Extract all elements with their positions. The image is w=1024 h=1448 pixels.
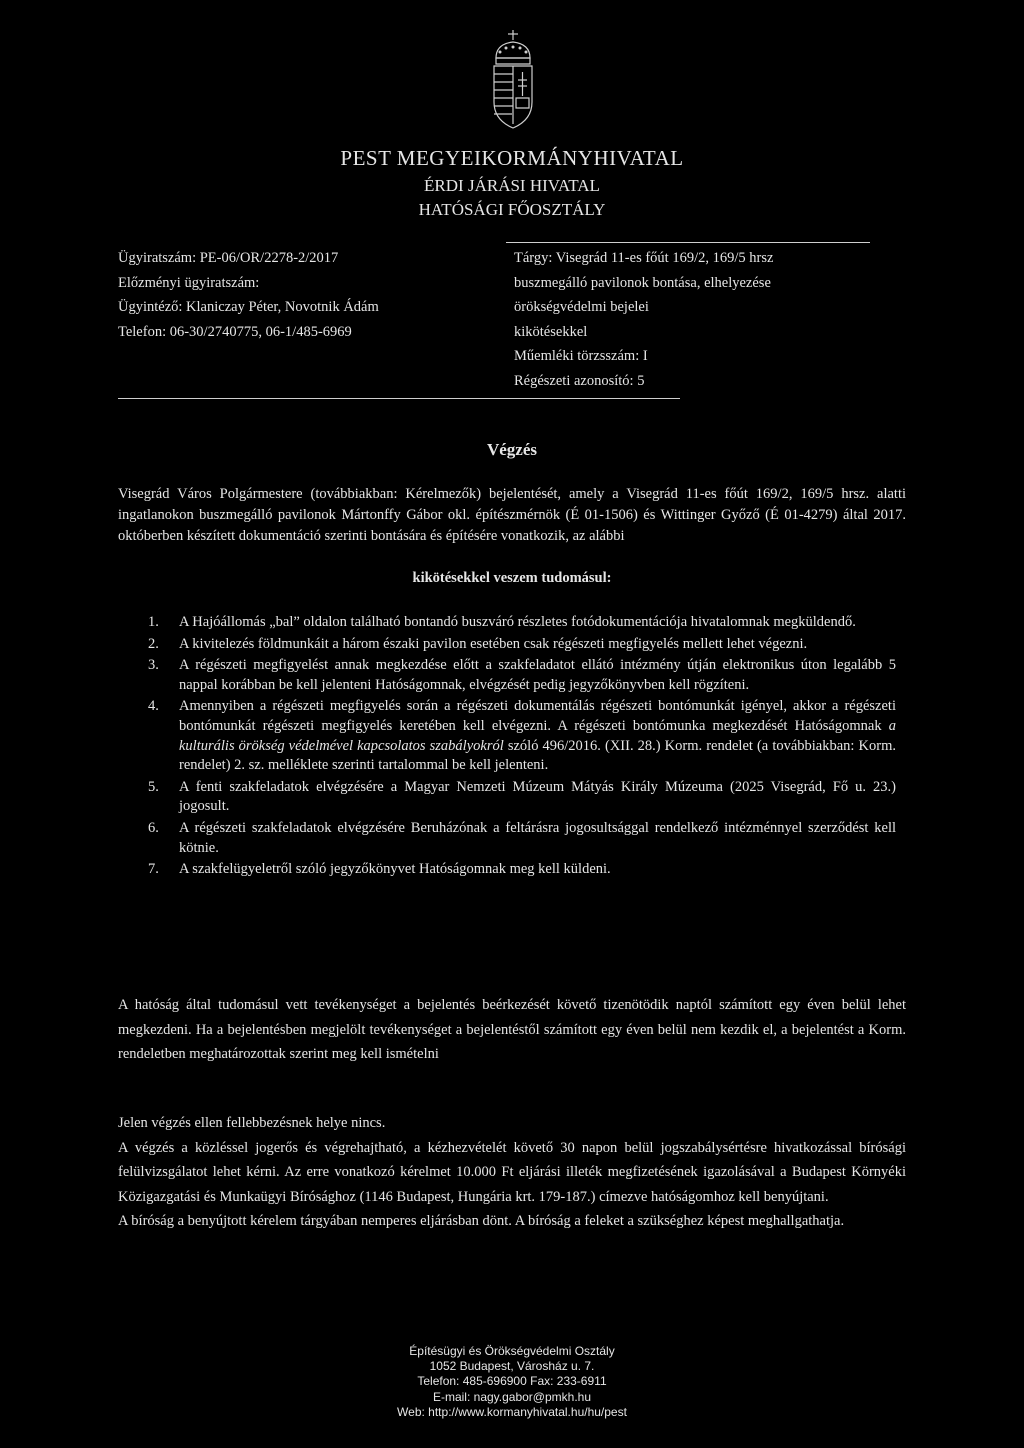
footer-department: Építésügyi és Örökségvédelmi Osztály <box>409 1344 615 1358</box>
condition-text: Amennyiben a régészeti megfigyelés során a régészeti dokumentálás régészeti bontómunkát igényel, akkor a régészeti bontómunkát régészeti megfigyelés keretében kell elvégezni. A régészeti bontómunka megkezdését Hatóságomnak <box>179 698 896 734</box>
court-procedure-paragraph: A bíróság a benyújtott kérelem tárgyában nemperes eljárásban dönt. A bíróság a feleket a szükséghez képest meghallgathatja. <box>118 1213 845 1229</box>
condition-number: 3. <box>148 657 159 674</box>
case-metadata <box>118 246 478 344</box>
condition-item <box>140 635 896 655</box>
condition-item <box>140 613 896 633</box>
condition-text-continued: szóló 496/2016. (XII. 28.) Korm. rendelet (a továbbiakban: Korm. rendelet) 2. sz. melléklete szerinti tartalommal be kell jelenteni. <box>179 737 896 774</box>
footer-contact <box>0 1344 1024 1420</box>
condition-number: 2. <box>148 635 159 652</box>
footer-phone-fax: Telefon: 485-696900 Fax: 233-6911 <box>417 1374 607 1389</box>
subject-line-3: örökségvédelmi bejelei <box>514 299 649 315</box>
phone-numbers: Telefon: 06-30/2740775, 06-1/485-6969 <box>118 323 352 340</box>
footer-website: Web: http://www.kormanyhivatal.hu/hu/pest <box>397 1404 627 1419</box>
condition-number: 6. <box>148 819 159 836</box>
condition-item <box>140 778 896 817</box>
department-name: HATÓSÁGI FŐOSZTÁLY <box>418 200 606 219</box>
footer-address: 1052 Budapest, Városház u. 7. <box>429 1359 595 1374</box>
condition-number: 7. <box>148 861 159 878</box>
previous-case-number: Előzményi ügyiratszám: <box>118 274 260 291</box>
coat-of-arms-icon <box>486 28 540 132</box>
no-appeal-line: Jelen végzés ellen fellebbezésnek helye nincs. <box>118 1115 386 1131</box>
condition-text: A régészeti szakfeladatok elvégzésére Beruházónak a feltárásra jogosultsággal rendelkező intézménnyel szerződést kell kötnie. <box>179 819 896 856</box>
condition-number: 1. <box>148 614 159 630</box>
condition-text: A régészeti megfigyelést annak megkezdése előtt a szakfeladatot ellátó intézmény útján elektronikus úton legalább 5 nappal korábban be kell jelenteni Hatóságomnak, elvégzését pedig jegyzőkönyvben kell rögzíteni. <box>179 657 896 693</box>
subject-line-5: Műemléki törzsszám: I <box>514 348 648 364</box>
organization-name: PEST MEGYEIKORMÁNYHIVATAL <box>340 146 684 170</box>
intro-bold-line: kikötésekkel veszem tudomásul: <box>412 570 612 586</box>
condition-item <box>140 819 896 858</box>
subject-line-6: Régészeti azonosító: 5 <box>514 372 645 389</box>
condition-item <box>140 860 896 880</box>
conditions-list <box>140 613 896 882</box>
header-rule-bottom <box>118 398 680 399</box>
office-name: ÉRDI JÁRÁSI HIVATAL <box>424 176 600 195</box>
condition-text: A Hajóállomás „bal” oldalon található bontandó buszváró részletes fotódokumentációja hivatalomnak megküldendő. <box>179 614 856 630</box>
condition-text: A szakfelügyeletről szóló jegyzőkönyvet Hatóságomnak meg kell küldeni. <box>179 861 611 878</box>
case-officers: Ügyintéző: Klaniczay Péter, Novotnik Ádám <box>118 299 379 315</box>
subject-line-2: buszmegálló pavilonok bontása, elhelyezése <box>514 274 771 291</box>
subject-line-4: kikötésekkel <box>514 323 588 340</box>
condition-number: 4. <box>148 698 159 715</box>
case-number: Ügyiratszám: PE-06/OR/2278-2/2017 <box>118 250 339 266</box>
condition-item <box>140 697 896 775</box>
footer-email: E-mail: nagy.gabor@pmkh.hu <box>432 1389 592 1404</box>
condition-italic-reference: a kulturális örökség védelmével kapcsolatos szabályokról <box>179 717 896 754</box>
condition-item <box>140 656 896 695</box>
header-rule-right <box>506 242 870 243</box>
condition-text: A fenti szakfeladatok elvégzésére a Magyar Nemzeti Múzeum Mátyás Király Múzeuma (2025 Visegrád, Fő u. 23.) jogosult. <box>179 778 896 815</box>
document-title: Végzés <box>486 440 538 459</box>
judicial-review-paragraph: A végzés a közléssel jogerős és végrehajtható, a kézhezvételét követő 30 napon belül jogszabálysértésre hivatkozással bírósági felülvizsgálatot lehet kérni. Az erre vonatkozó kérelmet 10.000 Ft eljárási illeték megfizetésének igazolásával a Budapest Környéki Közigazgatási és Munkaügyi Bírósághoz (1146 Budapest, Hungária krt. 179-187.) címezve hatóságomhoz kell benyújtani. <box>118 1139 906 1205</box>
condition-number: 5. <box>148 778 159 795</box>
intro-paragraph: Visegrád Város Polgármestere (továbbiakban: Kérelmezők) bejelentését, amely a Visegrád 11-es főút 169/2, 169/5 hrsz. alatti ingatlanokon buszmegálló pavilonok Mártonffy Gábor okl. építészmérnök (É 01-1506) és Wittinger Győző (É 01-4279) által 2017. októberben készített dokumentáció szerinti bontására és építésére vonatkozik, az alábbi <box>118 486 906 544</box>
condition-text: A kivitelezés földmunkáit a három északi pavilon esetében csak régészeti megfigyelés mellett lehet végezni. <box>179 635 808 652</box>
subject-line-1: Tárgy: Visegrád 11-es főút 169/2, 169/5 hrsz <box>514 250 774 266</box>
validity-paragraph: A hatóság által tudomásul vett tevékenységet a bejelentés beérkezését követő tizenötödik naptól számított egy éven belül lehet megkezdeni. Ha a bejelentésben megjelölt tevékenységet a bejelentéstől számított egy éven belül nem kezdik el, a bejelentést a Korm. rendeletben meghatározottak szerint meg kell ismételni <box>118 997 906 1062</box>
legal-remedy-section <box>118 1111 906 1234</box>
